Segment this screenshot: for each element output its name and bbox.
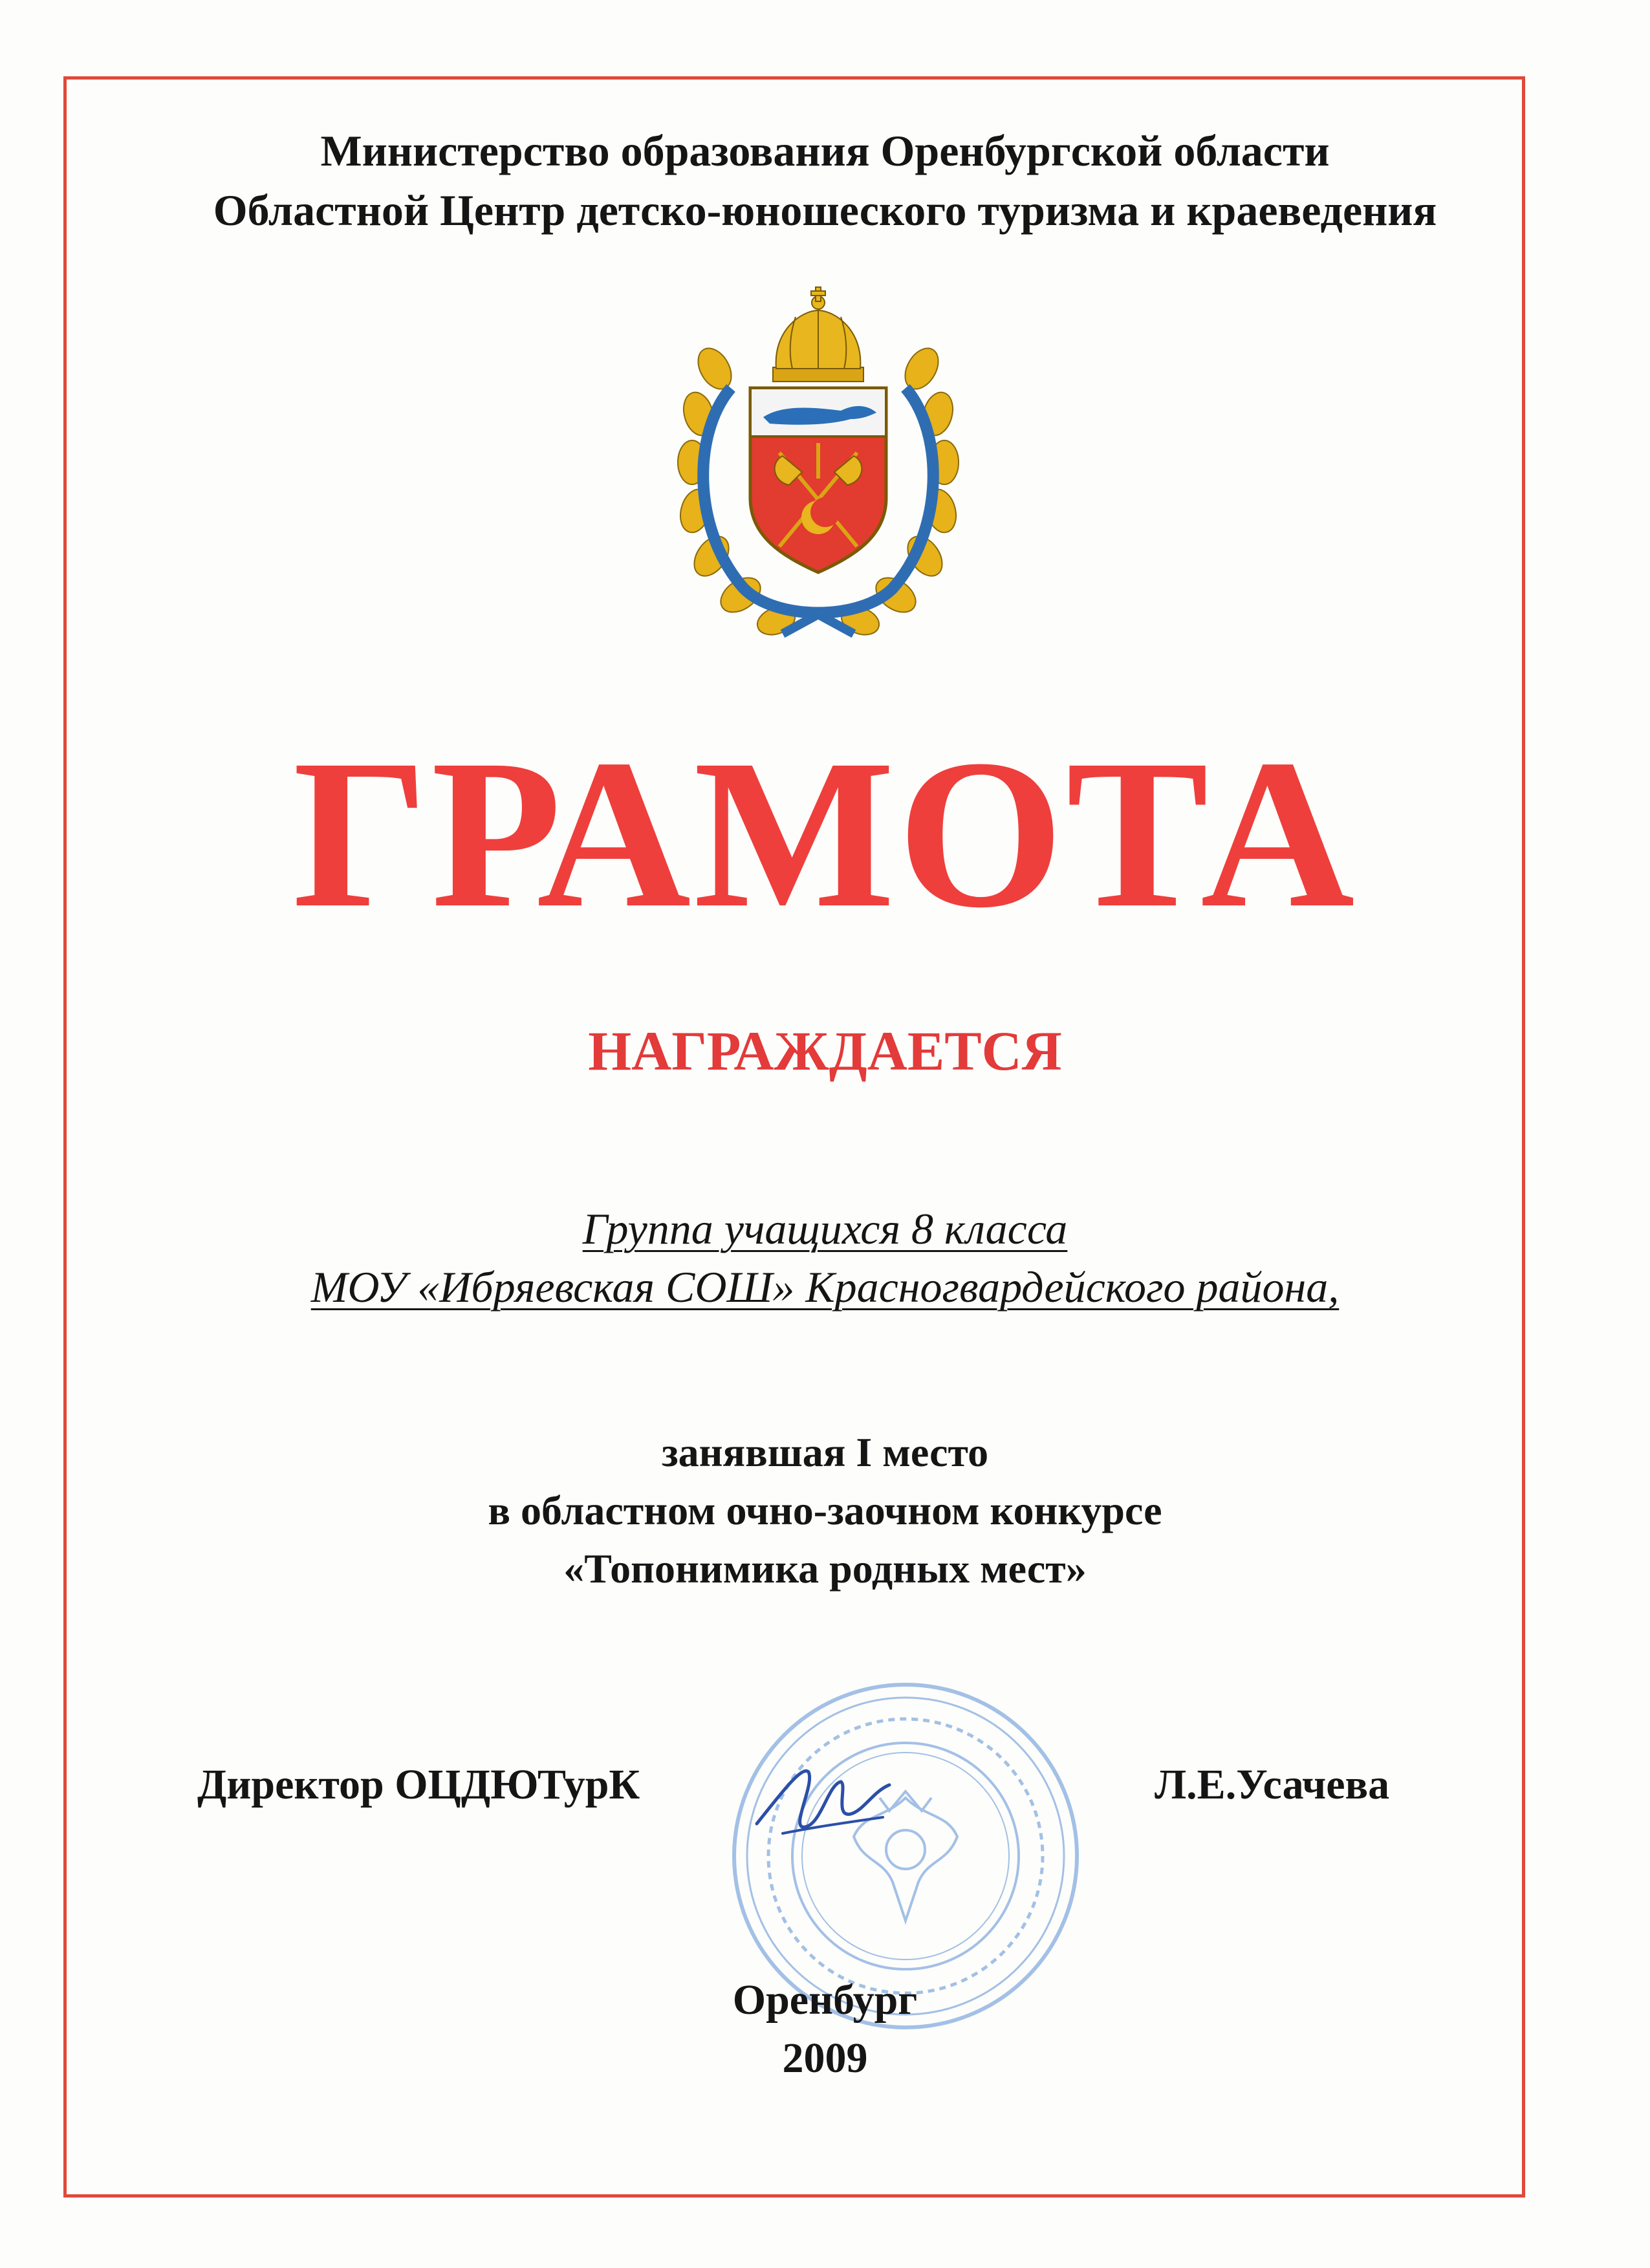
ministry-name: Министерство образования Оренбургской области bbox=[320, 126, 1330, 175]
recipient-line-2: МОУ «Ибряевская СОШ» Красногвардейского района, bbox=[310, 1262, 1340, 1312]
achievement-contest: в областном очно-заочном конкурсе bbox=[488, 1487, 1162, 1533]
issue-year: 2009 bbox=[782, 2035, 868, 2082]
issue-city: Оренбург bbox=[732, 1976, 918, 2024]
signatory-title: Директор ОЦДЮТурК bbox=[197, 1761, 640, 1808]
certificate-title: ГРАМОТА bbox=[292, 716, 1358, 952]
oblast-coat-of-arms-icon bbox=[653, 285, 983, 666]
director-signature-icon bbox=[744, 1746, 899, 1850]
signatory-name: Л.Е.Усачева bbox=[1155, 1761, 1390, 1808]
awarded-label: НАГРАЖДАЕТСЯ bbox=[588, 1020, 1062, 1082]
center-name: Областной Центр детско-юношеского туризма и краеведения bbox=[213, 186, 1437, 235]
recipient-line-1: Группа учащихся 8 класса bbox=[582, 1204, 1068, 1253]
achievement-contest-name: «Топонимика родных мест» bbox=[563, 1546, 1087, 1592]
achievement-place: занявшая I место bbox=[661, 1429, 989, 1475]
